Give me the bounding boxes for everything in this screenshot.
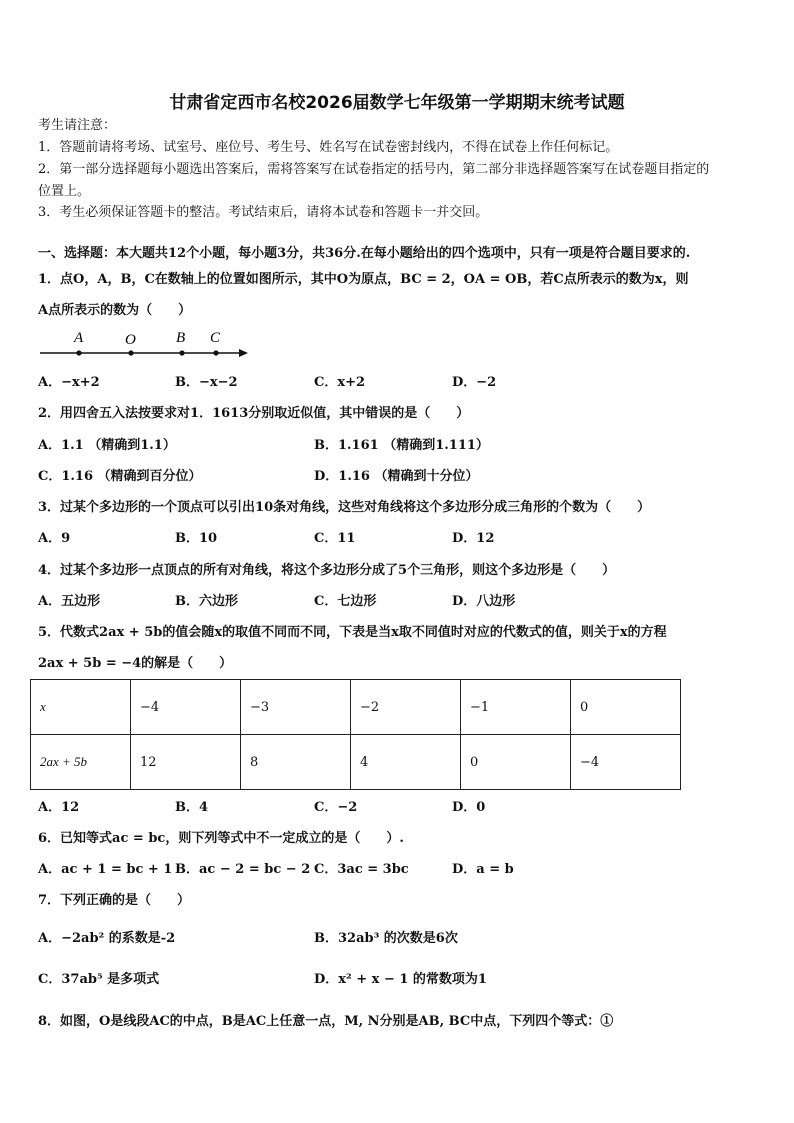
q7-option-a: A．−2ab² 的系数是-2 <box>38 931 176 946</box>
q3-stem: 3．过某个多边形的一个顶点可以引出10条对角线，这些对角线将这个多边形分成三角形的个数为（ ） <box>38 500 651 515</box>
q5-option-b: B．4 <box>175 800 209 815</box>
q5-option-d: D．0 <box>452 800 486 815</box>
table-cell: 4 <box>351 735 461 790</box>
q3-option-c: C．11 <box>314 531 356 546</box>
q1-option-c: C．x+2 <box>314 375 366 390</box>
q6-option-d: D．a = b <box>452 862 514 877</box>
q2-option-b: B．1.161 （精确到1.111） <box>314 438 489 453</box>
q5-option-c: C．−2 <box>314 800 358 815</box>
q6-option-c: C．3ac = 3bc <box>314 862 409 877</box>
q6-option-b: B．ac − 2 = bc − 2 <box>175 862 311 877</box>
q5-stem-line2: 2ax + 5b = −4的解是（ ） <box>38 656 233 671</box>
axis-label-a: A <box>74 330 84 346</box>
q7-option-d: D．x² + x − 1 的常数项为1 <box>314 972 487 987</box>
q7-option-b: B．32ab³ 的次数是6次 <box>314 931 458 946</box>
q7-option-c: C．37ab⁵ 是多项式 <box>38 972 160 987</box>
notice-heading: 考生请注意： <box>38 118 117 133</box>
table-cell: −4 <box>571 735 681 790</box>
q2-option-c: C．1.16 （精确到百分位） <box>38 469 202 484</box>
table-row <box>31 735 681 790</box>
q1-stem-line2: A点所表示的数为（ ） <box>38 303 192 318</box>
q4-option-c: C．七边形 <box>314 594 377 609</box>
axis-label-c: C <box>210 330 221 346</box>
q6-stem: 6．已知等式ac = bc，则下列等式中不一定成立的是（ ）. <box>38 831 404 846</box>
notice-item-1: 1．答题前请将考场、试室号、座位号、考生号、姓名写在试卷密封线内，不得在试卷上作任何标记。 <box>38 140 619 155</box>
q4-stem: 4．过某个多边形一点顶点的所有对角线，将这个多边形分成了5个三角形，则这个多边形是（ ） <box>38 563 616 578</box>
table-row <box>31 680 681 735</box>
notice-item-2-cont: 位置上。 <box>38 184 91 199</box>
q2-option-d: D．1.16 （精确到十分位） <box>314 469 479 484</box>
table-cell: 12 <box>131 735 241 790</box>
q5-stem-line1: 5．代数式2ax + 5b的值会随x的取值不同而不同，下表是当x取不同值时对应的代数式的值，则关于x的方程 <box>38 625 667 640</box>
q3-option-a: A．9 <box>38 531 71 546</box>
q5-option-a: A．12 <box>38 800 80 815</box>
table-cell: −3 <box>241 680 351 735</box>
q8-stem: 8．如图，O是线段AC的中点，B是AC上任意一点，M, N分别是AB, BC中点，下列四个等式：① <box>38 1014 614 1029</box>
q1-number-line <box>36 326 254 362</box>
axis-label-b: B <box>176 330 186 346</box>
q3-option-d: D．12 <box>452 531 495 546</box>
q1-option-d: D．−2 <box>452 375 497 390</box>
q7-stem: 7．下列正确的是（ ） <box>38 893 191 908</box>
table-cell: −2 <box>351 680 461 735</box>
table-cell: −1 <box>461 680 571 735</box>
table-cell: x <box>31 680 131 735</box>
q1-stem-line1: 1．点O，A，B，C在数轴上的位置如图所示，其中O为原点，BC = 2，OA = OB，若C点所表示的数为x，则 <box>38 272 689 287</box>
table-cell: −4 <box>131 680 241 735</box>
q2-option-a: A．1.1 （精确到1.1） <box>38 438 176 453</box>
q1-option-b: B．−x−2 <box>175 375 238 390</box>
q6-option-a: A．ac + 1 = bc + 1 <box>38 862 173 877</box>
q3-option-b: B．10 <box>175 531 218 546</box>
table-cell: 2ax + 5b <box>31 735 131 790</box>
page-title: 甘肃省定西市名校2026届数学七年级第一学期期末统考试题 <box>169 93 625 113</box>
table-cell: 0 <box>461 735 571 790</box>
q4-option-d: D．八边形 <box>452 594 516 609</box>
q5-value-table <box>30 679 681 790</box>
notice-item-3: 3．考生必须保证答题卡的整洁。考试结束后，请将本试卷和答题卡一并交回。 <box>38 205 489 220</box>
table-cell: 0 <box>571 680 681 735</box>
axis-label-o: O <box>125 332 136 348</box>
table-cell: 8 <box>241 735 351 790</box>
q4-option-b: B．六边形 <box>175 594 238 609</box>
section-heading: 一、选择题：本大题共12个小题，每小题3分，共36分.在每小题给出的四个选项中，只有一项是符合题目要求的. <box>38 246 691 261</box>
q4-option-a: A．五边形 <box>38 594 101 609</box>
notice-item-2: 2．第一部分选择题每小题选出答案后，需将答案写在试卷指定的括号内，第二部分非选择题答案写在试卷题目指定的 <box>38 162 710 177</box>
q2-stem: 2．用四舍五入法按要求对1．1613分别取近似值，其中错误的是（ ） <box>38 406 470 421</box>
q1-option-a: A．−x+2 <box>38 375 100 390</box>
